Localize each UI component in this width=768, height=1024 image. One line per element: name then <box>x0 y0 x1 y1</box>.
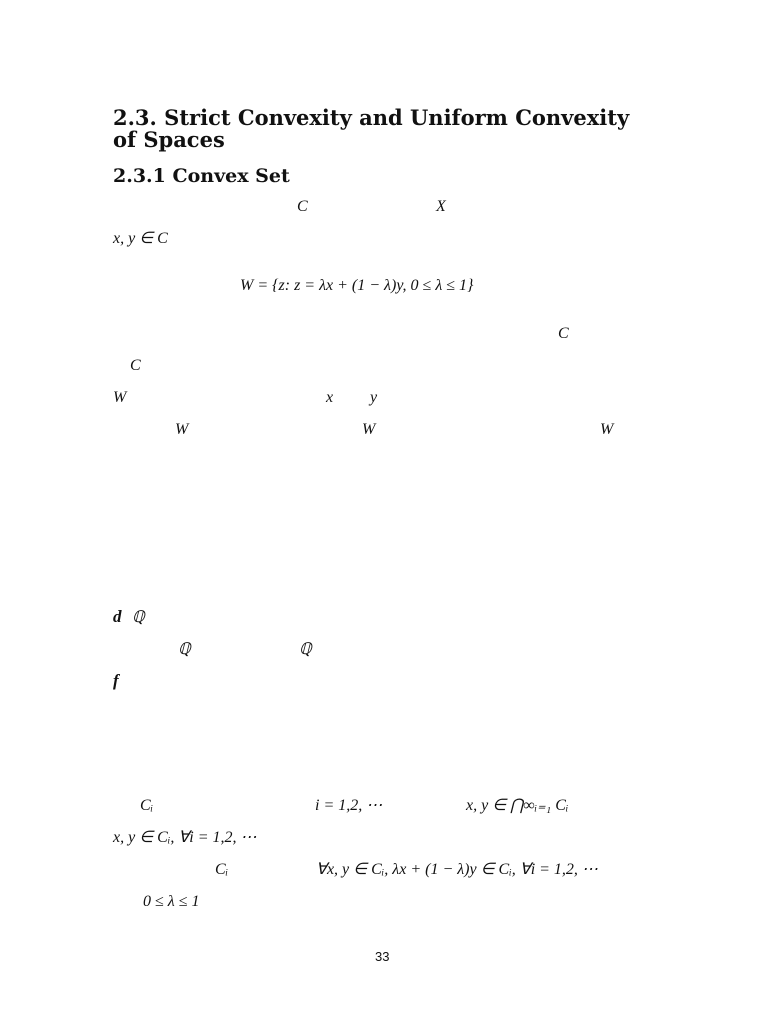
page-number: 33 <box>375 949 390 964</box>
math-symbol-ci: Cᵢ <box>140 797 154 814</box>
math-symbol-w: W <box>113 389 127 406</box>
math-symbol-x: X <box>436 198 446 215</box>
math-symbol-c: C <box>297 198 308 215</box>
math-set-w-definition: W = {z: z = λx + (1 − λ)y, 0 ≤ λ ≤ 1} <box>240 277 474 294</box>
math-symbol-d: d <box>113 607 122 626</box>
section-heading-line2: of Spaces <box>113 127 225 152</box>
math-convex-condition: ∀x, y ∈ Cᵢ, λx + (1 − λ)y ∈ Cᵢ, ∀i = 1,2, ⋯ <box>316 861 598 878</box>
math-symbol-ci-2: Cᵢ <box>215 861 229 878</box>
math-rationals: ℚ <box>132 609 145 626</box>
math-lambda-range: 0 ≤ λ ≤ 1 <box>143 893 200 910</box>
math-membership: x, y ∈ C <box>113 230 168 247</box>
math-symbol-w-3: W <box>362 421 376 438</box>
math-symbol-c-3: C <box>130 357 141 374</box>
math-rationals-2: ℚ <box>178 641 191 658</box>
math-symbol-f: f <box>113 671 119 690</box>
section-heading-line1: 2.3. Strict Convexity and Uniform Convexity <box>113 105 630 130</box>
math-rationals-3: ℚ <box>299 641 312 658</box>
math-index-range: i = 1,2, ⋯ <box>315 797 383 814</box>
math-symbol-w-2: W <box>175 421 189 438</box>
math-membership-all-i: x, y ∈ Cᵢ, ∀i = 1,2, ⋯ <box>113 829 257 846</box>
math-intersection: x, y ∈ ⋂∞ᵢ₌₁ Cᵢ <box>466 797 569 814</box>
math-symbol-w-4: W <box>600 421 614 438</box>
subsection-heading: 2.3.1 Convex Set <box>113 165 290 187</box>
math-symbol-y: y <box>370 389 378 406</box>
math-symbol-x-2: x <box>326 389 334 406</box>
math-symbol-c-2: C <box>558 325 569 342</box>
